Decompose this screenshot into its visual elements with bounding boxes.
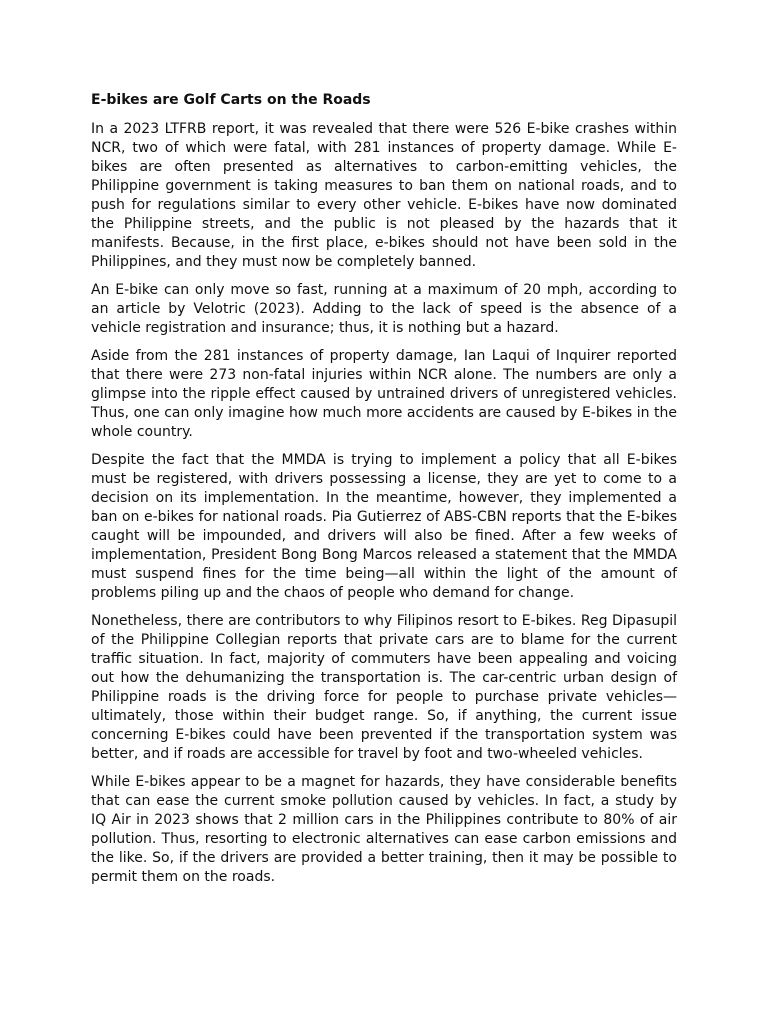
paragraph-1: In a 2023 LTFRB report, it was revealed that there were 526 E-bike crashes within NCR, two of which were fatal, with 281 instances of property damage. While E-bikes are often presented as alternatives to carbon-emitting vehicles, the Philippine government is taking measures to ban them on national roads, and to push for regulations similar to every other vehicle. E-bikes have now dominated the Philippine streets, and the public is not pleased by the hazards that it manifests. Because, in the first place, e-bikes should not have been sold in the Philippines, and they must now be completely banned. <box>91 121 677 270</box>
document-page <box>91 90 677 896</box>
paragraph-6: While E-bikes appear to be a magnet for hazards, they have considerable benefits that can ease the current smoke pollution caused by vehicles. In fact, a study by IQ Air in 2023 shows that 2 million cars in the Philippines contribute to 80% of air pollution. Thus, resorting to electronic alternatives can ease carbon emissions and the like. So, if the drivers are provided a better training, then it may be possible to permit them on the roads. <box>91 774 677 885</box>
paragraph-5: Nonetheless, there are contributors to why Filipinos resort to E-bikes. Reg Dipasupil of the Philippine Collegian reports that private cars are to blame for the current traffic situation. In fact, majority of commuters have been appealing and voicing out how the dehumanizing the transportation is. The car-centric urban design of Philippine roads is the driving force for people to purchase private vehicles—ultimately, those within their budget range. So, if anything, the current issue concerning E-bikes could have been prevented if the transportation system was better, and if roads are accessible for travel by foot and two-wheeled vehicles. <box>91 613 677 762</box>
document-title: E-bikes are Golf Carts on the Roads <box>91 92 371 108</box>
paragraph-3: Aside from the 281 instances of property damage, Ian Laqui of Inquirer reported that there were 273 non-fatal injuries within NCR alone. The numbers are only a glimpse into the ripple effect caused by untrained drivers of unregistered vehicles. Thus, one can only imagine how much more accidents are caused by E-bikes in the whole country. <box>91 348 677 440</box>
paragraph-4: Despite the fact that the MMDA is trying to implement a policy that all E-bikes must be registered, with drivers possessing a license, they are yet to come to a decision on its implementation. In the meantime, however, they implemented a ban on e-bikes for national roads. Pia Gutierrez of ABS-CBN reports that the E-bikes caught will be impounded, and drivers will also be fined. After a few weeks of implementation, President Bong Bong Marcos released a statement that the MMDA must suspend fines for the time being—all within the light of the amount of problems piling up and the chaos of people who demand for change. <box>91 452 677 601</box>
paragraph-2: An E-bike can only move so fast, running at a maximum of 20 mph, according to an article by Velotric (2023). Adding to the lack of speed is the absence of a vehicle registration and insurance; thus, it is nothing but a hazard. <box>91 282 677 336</box>
